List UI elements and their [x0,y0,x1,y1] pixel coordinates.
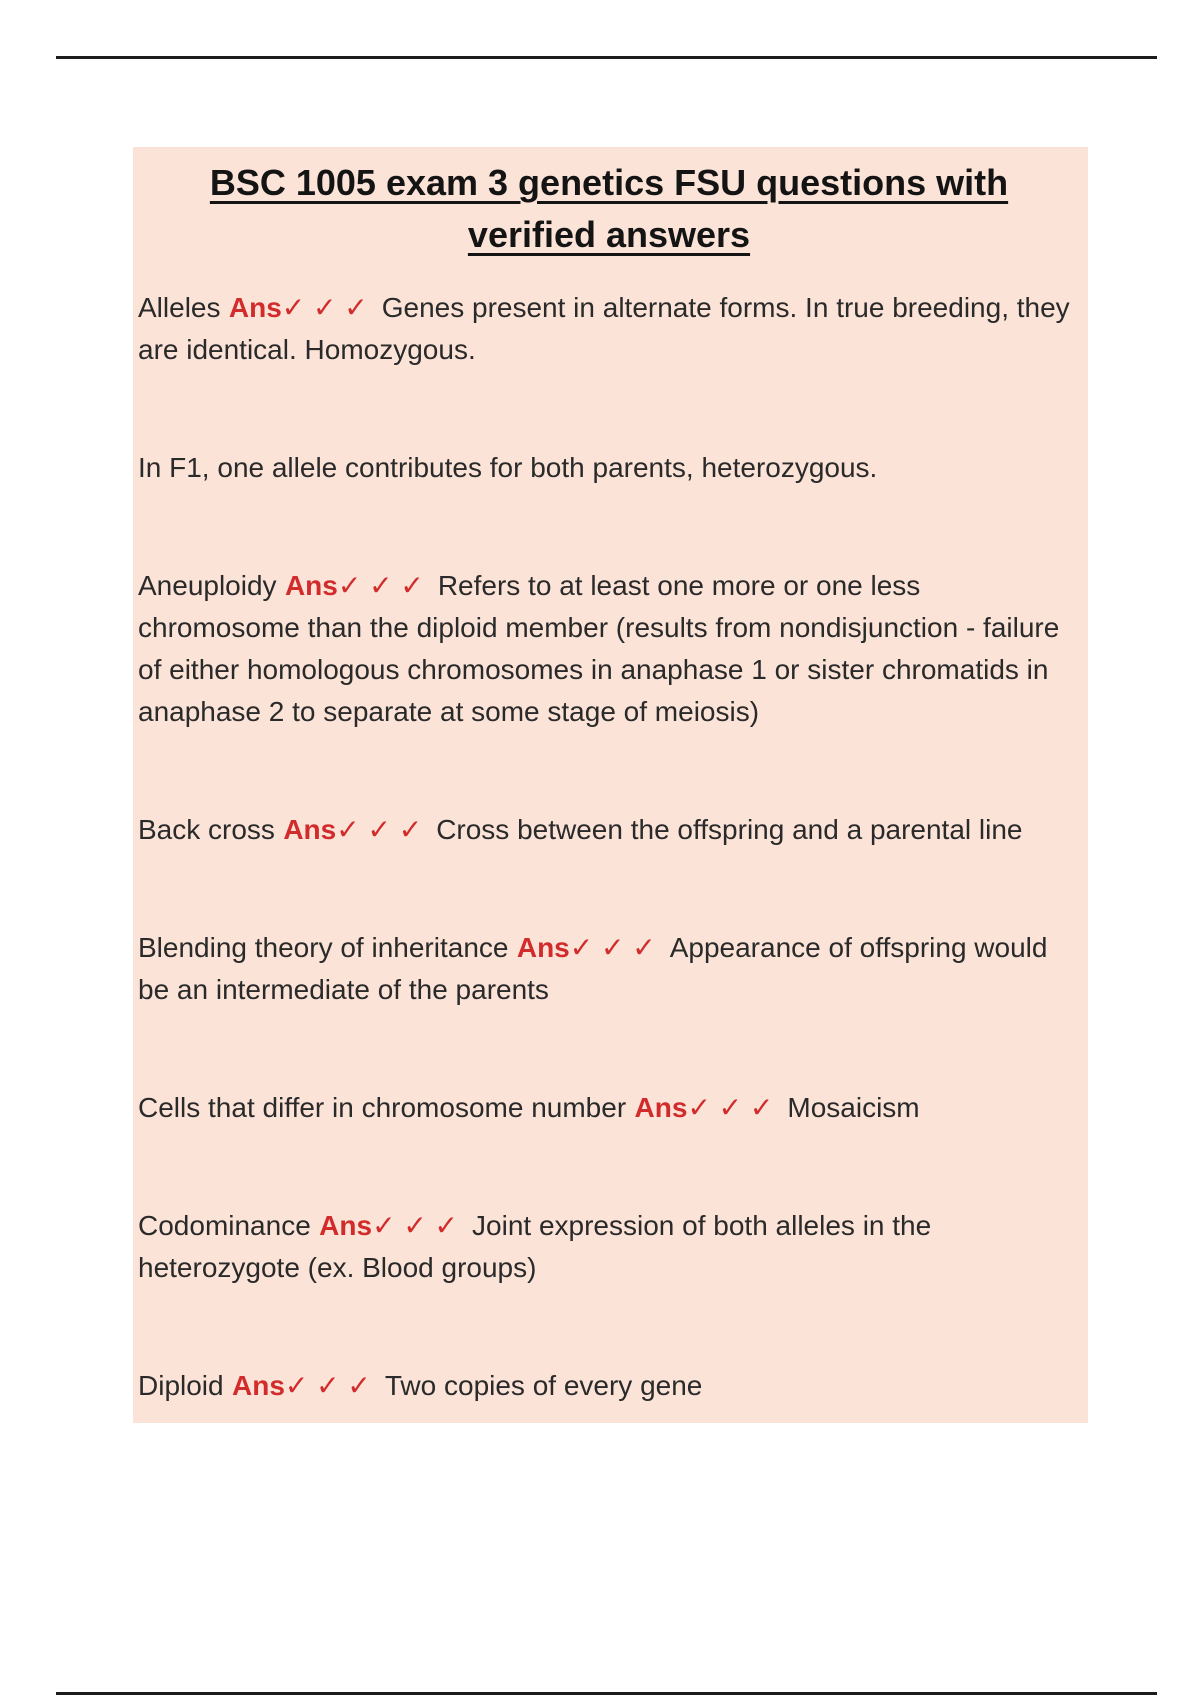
check-marks-icon: ✓ ✓ ✓ [569,932,656,963]
qa-entry [138,1365,1080,1407]
check-marks-icon: ✓ ✓ ✓ [372,1210,459,1241]
check-marks-icon: ✓ ✓ ✓ [337,570,424,601]
qa-entry [138,287,1080,371]
top-rule [56,56,1157,59]
page-title-line1: BSC 1005 exam 3 genetics FSU questions with [209,162,1009,203]
page-title [138,157,1080,261]
answer-text: Genes present in alternate forms. In true breeding, they are identical. Homozygous. [138,292,1070,365]
check-marks-icon: ✓ ✓ ✓ [687,1092,774,1123]
qa-entry [138,1087,1080,1129]
qa-entries [138,287,1080,1407]
term-text: Alleles [138,292,221,323]
answer-text: Two copies of every gene [384,1370,703,1401]
bottom-rule [56,1692,1157,1695]
ans-label: Ans [283,814,337,845]
term-text: Diploid [138,1370,224,1401]
ans-marker [517,932,670,963]
ans-marker [285,570,438,601]
term-text: Aneuploidy [138,570,277,601]
ans-marker [283,814,436,845]
ans-marker [319,1210,472,1241]
term-text: Back cross [138,814,275,845]
answer-text: Mosaicism [787,1092,920,1123]
answer-text: Joint expression of both alleles in the heterozygote (ex. Blood groups) [138,1210,932,1283]
page-title-line2: verified answers [467,214,751,255]
answer-text: Cross between the offspring and a parental line [436,814,1023,845]
answer-text: Refers to at least one more or one less chromosome than the diploid member (results from nondisjunction - failure of either homologous chromosomes in anaphase 1 or sister chromatids in anaphase 2 to separate at some stage of meiosis) [138,570,1060,727]
qa-entry [138,565,1080,733]
check-marks-icon: ✓ ✓ ✓ [284,1370,371,1401]
term-text: Cells that differ in chromosome number [138,1092,627,1123]
qa-entry [138,1205,1080,1289]
check-marks-icon: ✓ ✓ ✓ [281,292,368,323]
qa-sheet [133,147,1088,1423]
ans-label: Ans [284,570,338,601]
ans-label: Ans [232,1370,285,1401]
ans-marker [635,1092,788,1123]
ans-label: Ans [516,932,570,963]
ans-label: Ans [634,1092,688,1123]
check-marks-icon: ✓ ✓ ✓ [336,814,423,845]
term-text: Codominance [138,1210,311,1241]
qa-entry [138,809,1080,851]
qa-entry [138,447,1080,489]
ans-label: Ans [319,1210,373,1241]
ans-label: Ans [228,292,282,323]
answer-text: In F1, one allele contributes for both parents, heterozygous. [138,452,878,483]
answer-text: Appearance of offspring would be an intermediate of the parents [138,932,1048,1005]
ans-marker [232,1370,385,1401]
term-text: Blending theory of inheritance [138,932,509,963]
ans-marker [229,292,382,323]
qa-entry [138,927,1080,1011]
